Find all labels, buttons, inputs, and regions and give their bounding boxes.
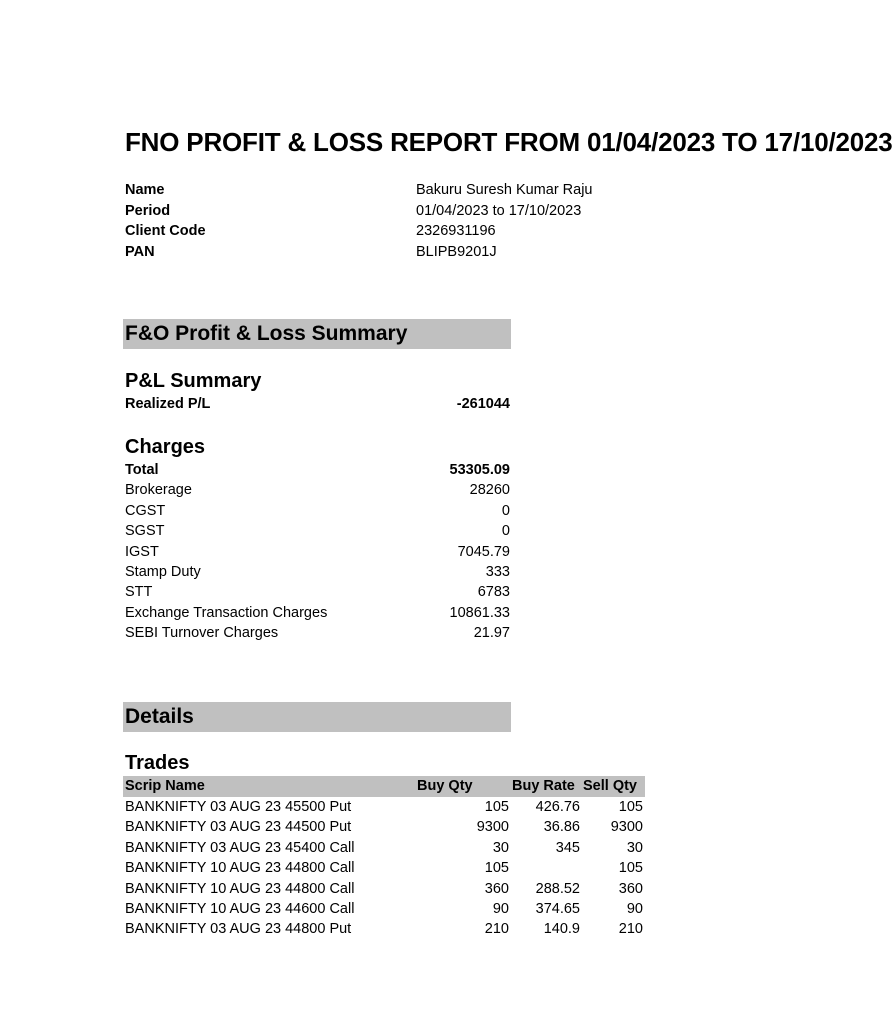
client-info-value: 01/04/2023 to 17/10/2023 [416,202,582,219]
table-row [123,879,645,899]
charges-row [125,562,510,582]
trades-heading: Trades [125,752,190,774]
charges-value: 53305.09 [449,462,510,478]
client-info-value: BLIPB9201J [416,243,497,260]
sell-qty-cell: 210 [618,921,643,938]
report-title-clip [125,124,893,164]
buy-rate-cell: 36.86 [543,819,580,836]
charges-row [125,542,510,562]
client-info-value: Bakuru Suresh Kumar Raju [416,182,593,198]
client-info-row [125,242,645,263]
client-info-label: PAN [125,243,155,260]
charges-row [125,623,510,643]
charges-value: 333 [485,563,510,580]
buy-rate-cell: 288.52 [535,880,580,897]
charges-heading: Charges [125,436,206,458]
charges-value: 10861.33 [449,604,510,621]
buy-rate-cell: 345 [555,839,580,856]
buy-rate-cell: 426.76 [535,799,580,815]
client-info [125,180,645,262]
buy-qty-cell: 30 [492,839,509,856]
client-info-row [125,221,645,242]
client-info-value: 2326931196 [416,223,496,239]
sell-qty-cell: 105 [618,799,643,815]
buy-qty-cell: 210 [484,921,509,938]
pl-summary-heading: P&L Summary [125,370,262,392]
charges-value: 7045.79 [457,543,510,560]
charges-value: 21.97 [473,625,510,642]
buy-qty-cell: 90 [492,900,509,917]
charges-value: 28260 [469,482,510,499]
scrip-name-cell: BANKNIFTY 03 AUG 23 44800 Put [125,921,352,938]
charges-label: Stamp Duty [125,563,201,580]
client-info-label: Client Code [125,223,206,239]
charges-label: CGST [125,502,166,519]
column-header-scrip-name: Scrip Name [125,778,205,794]
charges-value: 6783 [477,584,510,601]
charges-label: STT [125,584,153,601]
client-info-row [125,180,645,201]
table-row [123,919,645,939]
summary-section-header: F&O Profit & Loss Summary [123,319,511,349]
pl-summary-row [125,394,510,414]
charges-row [125,460,510,480]
table-row [123,838,645,858]
trades-table [123,776,645,940]
table-row [123,797,645,817]
scrip-name-cell: BANKNIFTY 10 AUG 23 44600 Call [125,900,355,917]
sell-qty-cell: 90 [626,900,643,917]
scrip-name-cell: BANKNIFTY 03 AUG 23 45500 Put [125,799,352,815]
sell-qty-cell: 105 [618,860,643,877]
charges-label: IGST [125,543,159,560]
column-header-sell-qty: Sell Qty [583,778,637,794]
report-title: FNO PROFIT & LOSS REPORT FROM 01/04/2023 TO 17/10/2023 [125,127,893,157]
charges-label: SGST [125,523,165,540]
table-row [123,899,645,919]
table-row [123,817,645,837]
table-row [123,858,645,878]
charges-table [125,460,510,644]
scrip-name-cell: BANKNIFTY 03 AUG 23 45400 Call [125,839,355,856]
charges-row [125,582,510,602]
trades-table-header [123,776,645,797]
pl-summary-table [125,394,510,414]
charges-row [125,521,510,541]
sell-qty-cell: 360 [618,880,643,897]
buy-rate-cell: 374.65 [535,900,580,917]
client-info-label: Name [125,182,165,198]
charges-row [125,480,510,500]
column-header-buy-rate: Buy Rate [512,778,575,794]
charges-label: Total [125,462,159,478]
buy-rate-cell: 140.9 [543,921,580,938]
scrip-name-cell: BANKNIFTY 03 AUG 23 44500 Put [125,819,352,836]
scrip-name-cell: BANKNIFTY 10 AUG 23 44800 Call [125,880,355,897]
column-header-buy-qty: Buy Qty [417,778,473,794]
charges-value: 0 [501,502,510,519]
client-info-label: Period [125,202,171,219]
scrip-name-cell: BANKNIFTY 10 AUG 23 44800 Call [125,860,355,877]
buy-qty-cell: 105 [484,860,509,877]
charges-row [125,603,510,623]
charges-value: 0 [501,523,510,540]
charges-label: Exchange Transaction Charges [125,604,328,621]
charges-row [125,501,510,521]
details-section-header: Details [123,702,511,732]
charges-label: Brokerage [125,482,192,499]
realized-pl-value: -261044 [456,396,510,412]
charges-label: SEBI Turnover Charges [125,625,279,642]
client-info-row [125,201,645,222]
sell-qty-cell: 30 [626,839,643,856]
buy-qty-cell: 360 [484,880,509,897]
buy-qty-cell: 105 [484,799,509,815]
buy-qty-cell: 9300 [476,819,509,836]
realized-pl-label: Realized P/L [125,396,211,412]
sell-qty-cell: 9300 [610,819,643,836]
